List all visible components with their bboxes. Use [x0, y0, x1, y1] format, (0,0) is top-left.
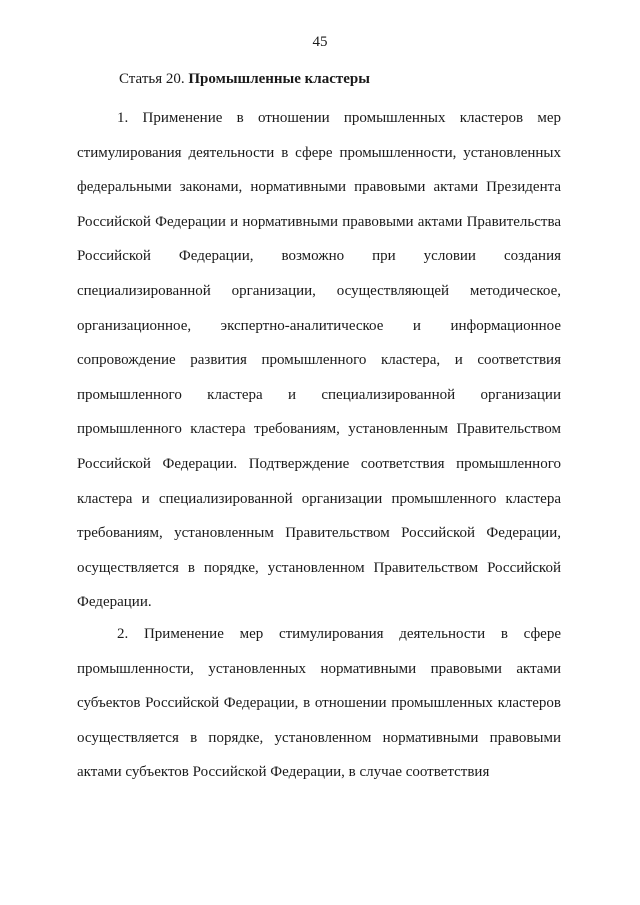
paragraph-1: 1. Применение в отношении промышленных кластеров мер стимулирования деятельности в сфере промышленности, установленных федеральными законами, нормативными правовыми актами Президента Российской Федерации и нормативными правовыми актами Правительства Российской Федерации, возможно при условии создания специализированной организации, осуществляющей методическое, организационное, экспертно-аналитическое и информационное сопровождение развития промышленного кластера, и соответствия промышленного кластера и специализированной организации промышленного кластера требованиям, установленным Правительством Российской Федерации. Подтверждение соответствия промышленного кластера и специализированной организации промышленного кластера требованиям, установленным Правительством Российской Федерации, осуществляется в порядке, установленном Правительством Российской Федерации. — [77, 110, 561, 611]
article-title: Промышленные кластеры — [188, 71, 370, 87]
article-label: Статья 20. — [119, 71, 185, 87]
article-heading — [119, 70, 370, 88]
page-number: 45 — [312, 34, 328, 50]
paragraph-2: 2. Применение мер стимулирования деятельности в сфере промышленности, установленных нормативными правовыми актами субъектов Российской Федерации, в отношении промышленных кластеров осуществляется в порядке, установленном нормативными правовыми актами субъектов Российской Федерации, в случае соответствия — [77, 626, 561, 781]
